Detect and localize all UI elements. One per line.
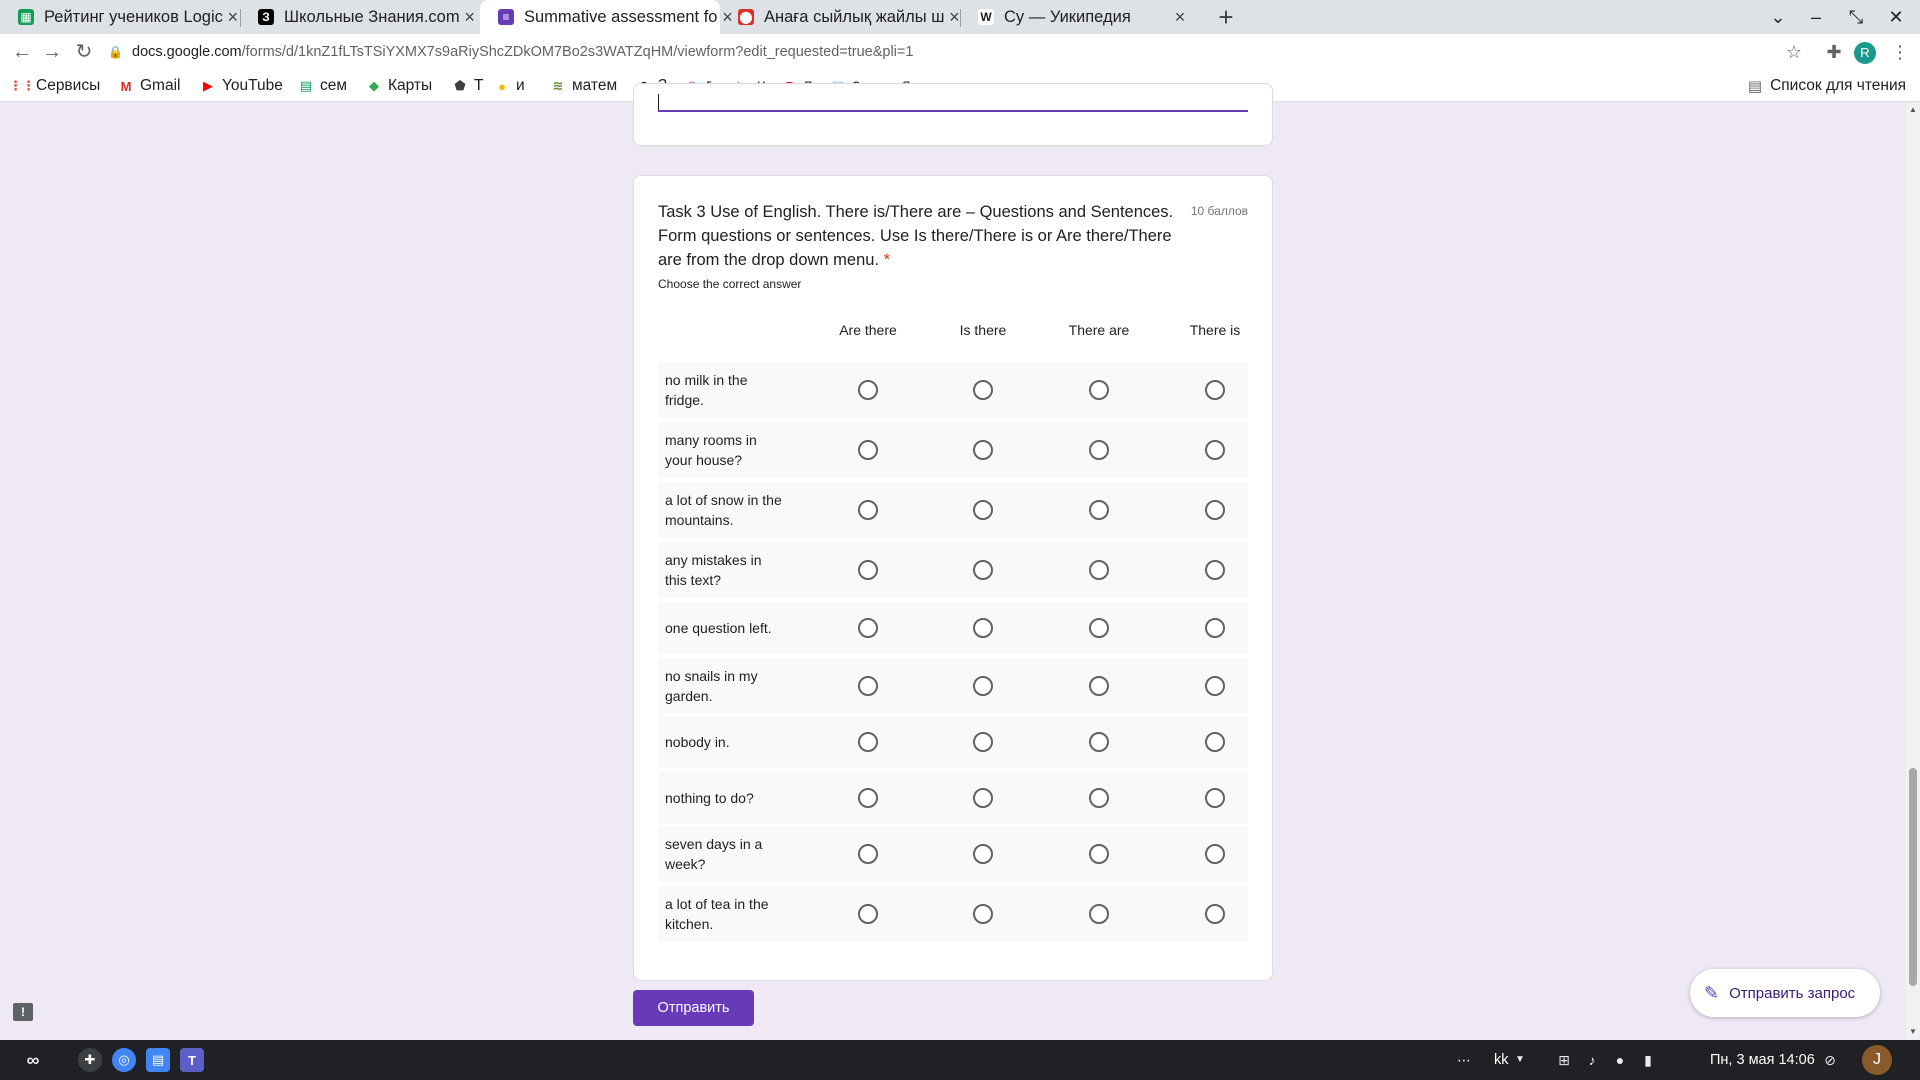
teams-icon[interactable]: T <box>180 1048 204 1072</box>
launcher-icon[interactable]: ∞ <box>26 1049 40 1070</box>
bookmark-item[interactable] <box>366 70 432 102</box>
wikipedia-icon: W <box>978 9 994 25</box>
grid-row <box>658 362 1248 418</box>
user-avatar[interactable]: J <box>1862 1045 1892 1075</box>
grid-row <box>658 772 1248 824</box>
radio-button[interactable] <box>973 618 993 638</box>
tab-title: Су — Уикипедия <box>1004 7 1131 26</box>
radio-button[interactable] <box>973 676 993 696</box>
radio-button[interactable] <box>1089 380 1109 400</box>
grid-row-label: seven days in a week? <box>665 836 763 872</box>
bookmark-label: YouTube <box>222 77 283 94</box>
back-icon[interactable]: ← <box>12 41 32 63</box>
grid-row-label: many rooms in your house? <box>665 432 757 468</box>
radio-button[interactable] <box>1205 904 1225 924</box>
reading-list-icon: ▤ <box>1747 78 1763 95</box>
docs-icon[interactable]: ▤ <box>146 1048 170 1072</box>
tab-close-icon[interactable]: × <box>464 6 475 27</box>
tab-title: Анаға сыйлық жайлы ш <box>764 7 945 26</box>
more-icon[interactable]: ⋯ <box>1457 1052 1471 1068</box>
grid-row-label: nothing to do? <box>665 790 754 806</box>
bookmark-item[interactable] <box>452 70 483 102</box>
radio-button[interactable] <box>858 618 878 638</box>
form-page <box>0 103 1906 1039</box>
bookmark-label: Сервисы <box>36 77 101 94</box>
bookmark-star-icon[interactable]: ☆ <box>1785 42 1803 62</box>
sheets-icon: ▦ <box>18 9 34 25</box>
forms-icon: ≡ <box>498 9 514 25</box>
minimize-icon[interactable]: – <box>1810 7 1821 27</box>
grid-row-label: any mistakes in this text? <box>665 552 762 588</box>
tab-close-icon[interactable]: × <box>227 6 239 27</box>
menu-icon[interactable]: ⋮ <box>1891 42 1909 62</box>
grid-row <box>658 716 1248 768</box>
request-edit-button[interactable] <box>1690 969 1880 1017</box>
reading-list-label: Список для чтения <box>1770 77 1906 94</box>
grid-row <box>658 542 1248 598</box>
grid-row-label: nobody in. <box>665 734 730 750</box>
radio-button[interactable] <box>1089 560 1109 580</box>
pin-icon: ⬤ <box>739 10 753 24</box>
browser-tab[interactable] <box>720 0 960 34</box>
radio-button[interactable] <box>1205 440 1225 460</box>
radio-button[interactable] <box>858 844 878 864</box>
restore-icon[interactable]: ⤡ <box>1848 7 1864 27</box>
classroom-icon: ▤ <box>299 78 313 93</box>
youtube-icon: ▶ <box>203 78 213 93</box>
browser-tab[interactable] <box>0 0 240 34</box>
radio-button[interactable] <box>973 844 993 864</box>
radio-button[interactable] <box>1089 440 1109 460</box>
radio-button[interactable] <box>1089 904 1109 924</box>
grid-row-label: no milk in the fridge. <box>665 372 748 408</box>
radio-button[interactable] <box>1205 380 1225 400</box>
radio-button[interactable] <box>1205 788 1225 808</box>
pentagon-icon: ⬟ <box>454 78 466 93</box>
bookmark-item[interactable] <box>9 70 101 102</box>
bookmark-label: сем <box>320 77 348 94</box>
radio-button[interactable] <box>1089 732 1109 752</box>
chrome-icon[interactable]: ◎ <box>112 1048 136 1072</box>
mic-icon[interactable]: ● <box>1615 1052 1625 1068</box>
tab-close-icon[interactable]: × <box>722 6 733 27</box>
close-window-icon[interactable]: ✕ <box>1888 7 1904 27</box>
address-host: docs.google.com <box>132 44 242 60</box>
radio-button[interactable] <box>1089 844 1109 864</box>
znania-icon: З <box>258 9 274 25</box>
bookmark-item[interactable] <box>118 70 180 102</box>
tab-title: Рейтинг учеников Logic <box>44 7 223 26</box>
forward-icon[interactable]: → <box>42 41 62 63</box>
chrome-plus-icon[interactable]: ✚ <box>78 1048 102 1072</box>
radio-button[interactable] <box>973 440 993 460</box>
radio-button[interactable] <box>858 904 878 924</box>
bookmark-item[interactable] <box>200 70 283 102</box>
radio-button[interactable] <box>858 788 878 808</box>
extensions-icon[interactable]: ✚ <box>1826 42 1842 62</box>
scrollbar-thumb[interactable] <box>1909 768 1917 986</box>
grid-row-label: a lot of snow in the mountains. <box>665 492 782 528</box>
network-icon[interactable]: ⊞ <box>1558 1052 1570 1068</box>
bookmark-item[interactable] <box>298 70 347 102</box>
browser-tab[interactable] <box>960 0 1200 34</box>
grid-row <box>658 422 1248 478</box>
address-path: /forms/d/1knZ1fLTsTSiYXMX7s9aRiyShcZDkOM7Bo2s3WATZqHM/viewform?edit_requested=true&pli=1 <box>241 44 914 60</box>
tab-close-icon[interactable]: × <box>1174 6 1186 27</box>
question-card <box>633 175 1273 981</box>
radio-button[interactable] <box>973 732 993 752</box>
grid-column-headers <box>658 322 1248 342</box>
browser-tab[interactable] <box>240 0 480 34</box>
grid-row-label: no snails in my garden. <box>665 668 758 704</box>
radio-button[interactable] <box>973 500 993 520</box>
grid-column-header: There are <box>1068 322 1130 338</box>
question-title-text: Task 3 Use of English. There is/There are – Questions and Sentences. Form questions or sentences. Use Is there/There is or Are there/There are from the drop down menu. <box>658 203 1174 269</box>
radio-button[interactable] <box>1205 618 1225 638</box>
question-title <box>658 200 1178 272</box>
feedback-icon[interactable]: ! <box>13 1003 33 1021</box>
bookmark-label: и <box>516 77 525 94</box>
radio-button[interactable] <box>1089 618 1109 638</box>
grid-row <box>658 886 1248 942</box>
pencil-icon: ✎ <box>1704 982 1720 1003</box>
new-tab-button[interactable]: + <box>1218 2 1234 32</box>
radio-button[interactable] <box>1205 500 1225 520</box>
question-points: 10 баллов <box>1190 204 1248 218</box>
text-caret <box>658 94 659 110</box>
radio-button[interactable] <box>1089 788 1109 808</box>
radio-button[interactable] <box>973 904 993 924</box>
radio-button[interactable] <box>858 676 878 696</box>
tab-strip <box>0 0 1920 34</box>
reload-icon[interactable]: ↻ <box>75 41 93 63</box>
radio-button[interactable] <box>858 440 878 460</box>
radio-button[interactable] <box>1089 676 1109 696</box>
radio-button[interactable] <box>973 380 993 400</box>
grid-column-header: Are there <box>839 322 897 338</box>
bookmark-item[interactable] <box>550 70 617 102</box>
grid-row-label: one question left. <box>665 620 772 636</box>
os-taskbar <box>0 1040 1920 1080</box>
radio-button[interactable] <box>1089 500 1109 520</box>
tab-title: Школьные Знания.com <box>284 7 460 26</box>
radio-button[interactable] <box>1205 560 1225 580</box>
bookmark-label: матем <box>572 77 618 94</box>
answer-input[interactable] <box>658 110 1248 112</box>
radio-button[interactable] <box>858 560 878 580</box>
notifications-off-icon[interactable]: ⊘ <box>1824 1052 1836 1068</box>
tab-search-icon[interactable]: ⌄ <box>1770 7 1786 27</box>
language-dropdown-icon[interactable]: ▼ <box>1515 1054 1525 1065</box>
request-edit-label: Отправить запрос <box>1729 984 1856 1002</box>
radio-button[interactable] <box>973 788 993 808</box>
profile-avatar[interactable]: R <box>1854 42 1876 64</box>
grid-column-header: Is there <box>959 322 1007 338</box>
reading-list-button[interactable] <box>1748 70 1906 102</box>
scroll-down-icon[interactable]: ▼ <box>1909 1027 1917 1036</box>
radio-button[interactable] <box>1205 732 1225 752</box>
submit-button[interactable]: Отправить <box>633 990 754 1026</box>
browser-tab[interactable] <box>480 0 733 34</box>
grid-row-label: a lot of tea in the kitchen. <box>665 896 769 932</box>
tab-title: Summative assessment fo <box>524 7 718 26</box>
bookmark-label: Gmail <box>140 77 181 94</box>
bookmark-label: Карты <box>388 77 433 94</box>
maps-icon: ◆ <box>369 78 379 93</box>
radio-button[interactable] <box>1205 676 1225 696</box>
clock[interactable]: Пн, 3 мая 14:06 <box>1710 1052 1815 1068</box>
address-bar[interactable] <box>108 37 1798 67</box>
radio-button[interactable] <box>973 560 993 580</box>
lock-icon: 🔒 <box>108 45 123 59</box>
grid-row <box>658 826 1248 882</box>
layers-icon: ≋ <box>552 78 564 93</box>
grid-column-header: There is <box>1189 322 1241 338</box>
radio-button[interactable] <box>1205 844 1225 864</box>
tab-close-icon[interactable]: × <box>949 6 960 27</box>
gmail-icon: M <box>120 78 132 94</box>
grid-row <box>658 658 1248 714</box>
previous-question-card <box>633 83 1273 146</box>
apps-grid-icon: ⋮⋮ <box>9 78 35 93</box>
browser-toolbar <box>0 34 1920 70</box>
scroll-up-icon[interactable]: ▲ <box>1909 105 1917 114</box>
grid-row <box>658 602 1248 654</box>
input-language[interactable]: kk <box>1494 1052 1509 1068</box>
circle-color-icon: ● <box>498 78 506 94</box>
page-scrollbar[interactable] <box>1906 103 1920 1039</box>
volume-icon[interactable]: ♪ <box>1588 1052 1596 1068</box>
radio-button[interactable] <box>858 500 878 520</box>
radio-button[interactable] <box>858 732 878 752</box>
bookmark-label: Т <box>474 77 484 94</box>
bookmark-item[interactable] <box>494 70 525 102</box>
radio-button[interactable] <box>858 380 878 400</box>
required-mark: * <box>883 251 891 269</box>
grid-row <box>658 482 1248 538</box>
question-help: Choose the correct answer <box>658 277 802 291</box>
battery-icon[interactable]: ▮ <box>1644 1052 1652 1068</box>
